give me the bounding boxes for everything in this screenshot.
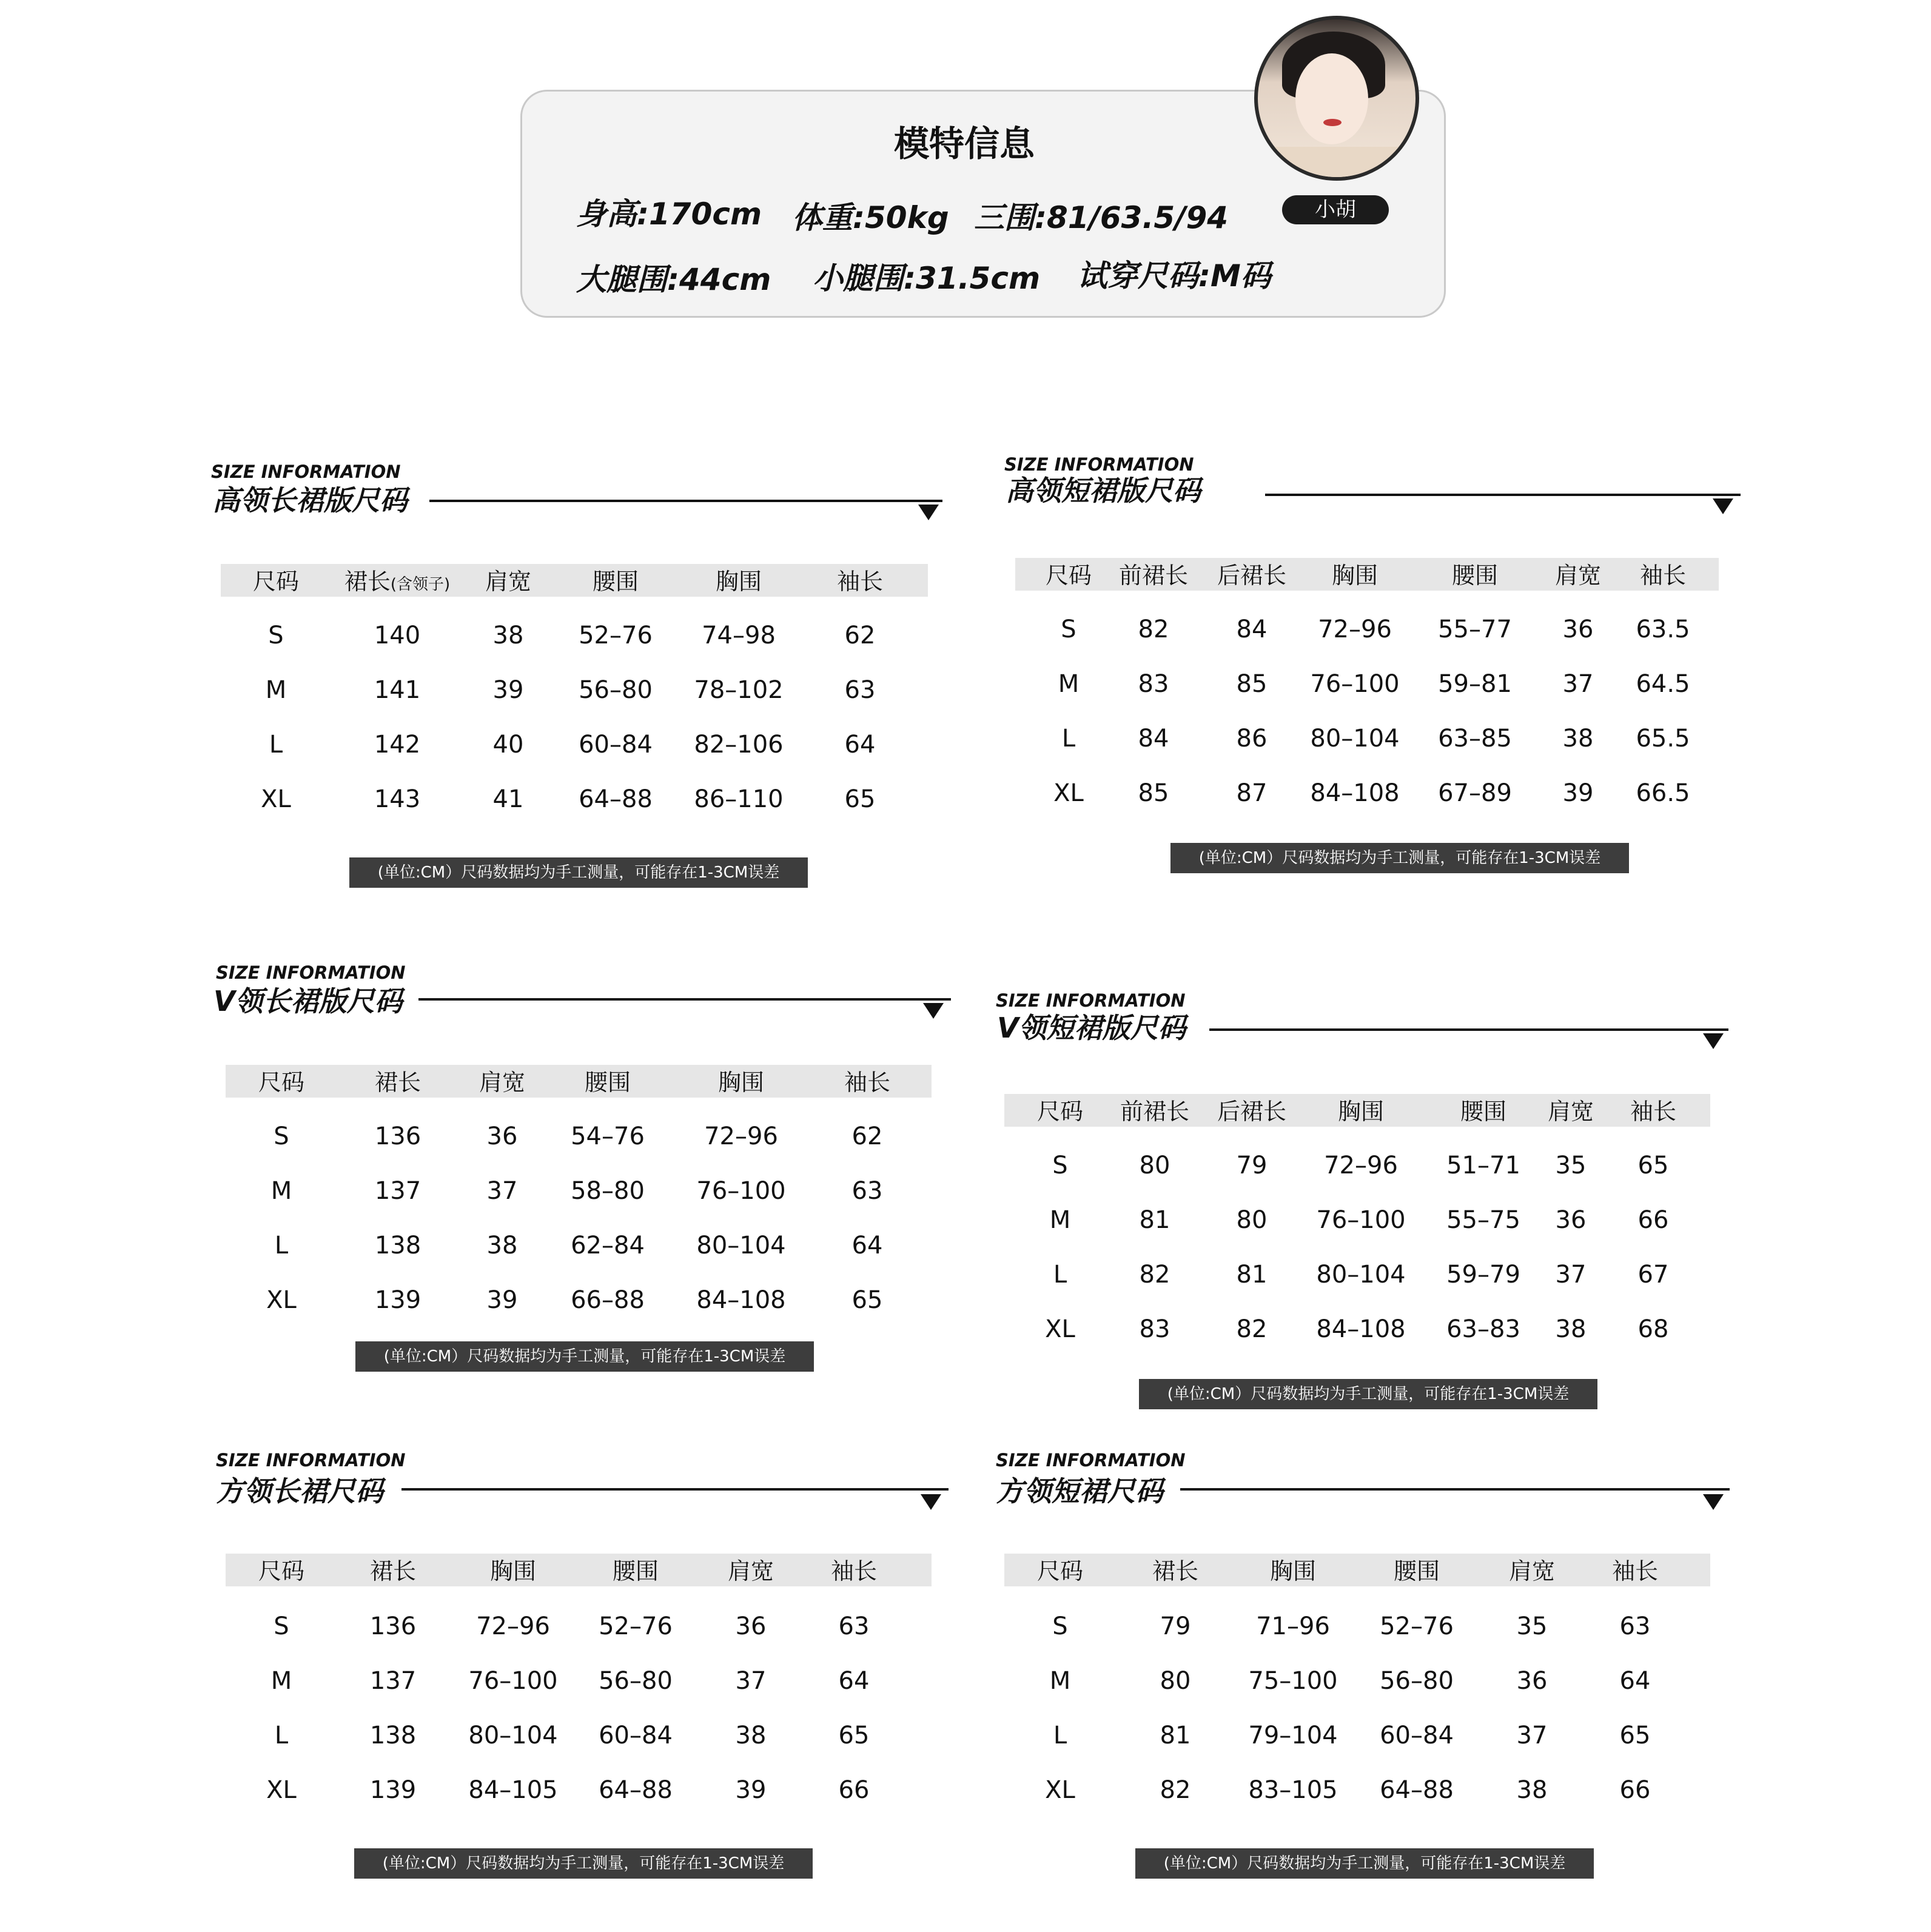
column-header: 后裙长 — [1217, 1098, 1287, 1125]
column-header: 袖长 — [1630, 1098, 1677, 1125]
table-cell: 37 — [1562, 670, 1594, 698]
table-cell: S — [274, 1612, 289, 1640]
column-header: 裙长 — [369, 1558, 417, 1585]
table-cell: 67 — [1637, 1261, 1669, 1289]
table-cell: 81 — [1160, 1722, 1191, 1749]
model-name-badge: 小胡 — [1282, 195, 1389, 224]
triangle-down-icon — [1703, 1033, 1724, 1049]
table-cell: 139 — [374, 1286, 421, 1314]
measurement-note: (单位:CM）尺码数据均为手工测量，可能存在1-3CM误差 — [355, 1341, 814, 1372]
model-weight: 体重:50kg — [792, 200, 949, 235]
column-header: 肩宽 — [1547, 1098, 1594, 1125]
table-cell: 136 — [374, 1122, 421, 1150]
column-header: 肩宽 — [1508, 1558, 1556, 1585]
model-avatar — [1254, 16, 1419, 181]
table-cell: 84–105 — [468, 1776, 558, 1804]
table-cell: 39 — [1562, 779, 1594, 807]
table-cell: XL — [1045, 1315, 1075, 1343]
table-cell: 83 — [1138, 670, 1169, 698]
table-cell: 62 — [844, 622, 876, 649]
table-header-band — [226, 1554, 932, 1586]
table-cell: XL — [1045, 1776, 1075, 1804]
measurement-note: (单位:CM）尺码数据均为手工测量，可能存在1-3CM误差 — [1170, 843, 1629, 873]
table-cell: 56–80 — [599, 1667, 673, 1695]
table-cell: 80–104 — [1310, 725, 1400, 753]
table-cell: 84–108 — [1310, 779, 1400, 807]
column-header: 裙长 — [374, 1069, 421, 1096]
column-header-note: (含领子) — [390, 575, 451, 594]
table-cell: L — [1053, 1722, 1067, 1749]
table-cell: 72–96 — [704, 1122, 778, 1150]
section-label-en: SIZE INFORMATION — [1004, 454, 1194, 475]
table-cell: 62–84 — [571, 1232, 645, 1259]
table-cell: 82 — [1160, 1776, 1191, 1804]
table-cell: 59–79 — [1446, 1261, 1520, 1289]
table-cell: 63 — [851, 1177, 883, 1205]
table-cell: 64–88 — [1380, 1776, 1454, 1804]
table-cell: 76–100 — [468, 1667, 558, 1695]
measurement-note: (单位:CM）尺码数据均为手工测量，可能存在1-3CM误差 — [1135, 1848, 1594, 1879]
column-header: 胸围 — [1269, 1558, 1317, 1585]
table-cell: S — [1052, 1612, 1068, 1640]
section-label-en: SIZE INFORMATION — [996, 990, 1186, 1011]
table-cell: M — [265, 676, 287, 704]
table-cell: 138 — [369, 1722, 417, 1749]
table-cell: 79–104 — [1248, 1722, 1338, 1749]
table-cell: 64 — [851, 1232, 883, 1259]
table-cell: 66 — [838, 1776, 870, 1804]
table-cell: 82 — [1138, 615, 1169, 643]
section-label-en: SIZE INFORMATION — [216, 962, 406, 983]
column-header: 肩宽 — [1554, 562, 1602, 589]
column-header: 尺码 — [252, 568, 300, 595]
triangle-down-icon — [1703, 1494, 1724, 1510]
table-cell: 38 — [492, 622, 524, 649]
column-header: 袖长 — [836, 568, 884, 595]
column-header: 尺码 — [258, 1069, 305, 1096]
table-cell: L — [269, 731, 283, 759]
table-cell: 36 — [1555, 1206, 1587, 1234]
model-height: 身高:170cm — [576, 196, 762, 232]
column-header: 肩宽 — [727, 1558, 774, 1585]
table-cell: 140 — [374, 622, 421, 649]
column-header: 腰围 — [1460, 1098, 1507, 1125]
table-cell: 66–88 — [571, 1286, 645, 1314]
section-title: 高领长裙版尺码 — [212, 484, 408, 517]
table-cell: 67–89 — [1438, 779, 1512, 807]
table-cell: 136 — [369, 1612, 417, 1640]
table-cell: 79 — [1160, 1612, 1191, 1640]
column-header: 后裙长 — [1217, 562, 1287, 589]
table-cell: 84–108 — [696, 1286, 786, 1314]
table-cell: 74–98 — [702, 622, 776, 649]
measurement-note: (单位:CM）尺码数据均为手工测量，可能存在1-3CM误差 — [1139, 1379, 1597, 1409]
table-cell: 142 — [374, 731, 421, 759]
table-cell: 66 — [1637, 1206, 1669, 1234]
table-cell: 39 — [486, 1286, 518, 1314]
table-cell: 85 — [1236, 670, 1268, 698]
table-cell: 80 — [1160, 1667, 1191, 1695]
table-cell: 84 — [1138, 725, 1169, 753]
table-cell: 38 — [735, 1722, 767, 1749]
table-cell: 85 — [1138, 779, 1169, 807]
table-cell: 81 — [1139, 1206, 1170, 1234]
table-header-band — [226, 1065, 932, 1098]
table-cell: L — [1061, 725, 1076, 753]
section-title: 方领短裙尺码 — [996, 1475, 1163, 1508]
table-cell: 64–88 — [579, 785, 653, 813]
table-cell: 138 — [374, 1232, 421, 1259]
table-cell: 64 — [838, 1667, 870, 1695]
table-cell: 87 — [1236, 779, 1268, 807]
table-cell: 78–102 — [694, 676, 784, 704]
column-header: 腰围 — [1393, 1558, 1440, 1585]
table-cell: 65 — [1619, 1722, 1651, 1749]
table-cell: 65.5 — [1636, 725, 1690, 753]
table-cell: 39 — [735, 1776, 767, 1804]
table-cell: 71–96 — [1256, 1612, 1330, 1640]
table-cell: 52–76 — [1380, 1612, 1454, 1640]
table-cell: 63 — [1619, 1612, 1651, 1640]
table-cell: M — [270, 1667, 292, 1695]
table-cell: 58–80 — [571, 1177, 645, 1205]
table-cell: 63–85 — [1438, 725, 1512, 753]
table-cell: S — [1052, 1152, 1068, 1179]
table-cell: 60–84 — [579, 731, 653, 759]
table-cell: 56–80 — [579, 676, 653, 704]
table-cell: 64–88 — [599, 1776, 673, 1804]
table-cell: 63 — [844, 676, 876, 704]
section-label-en: SIZE INFORMATION — [211, 461, 401, 482]
table-cell: 75–100 — [1248, 1667, 1338, 1695]
table-cell: XL — [266, 1286, 297, 1314]
table-cell: XL — [266, 1776, 297, 1804]
column-header: 尺码 — [1045, 562, 1092, 589]
column-header: 肩宽 — [485, 568, 532, 595]
table-cell: 72–96 — [476, 1612, 550, 1640]
model-calf: 小腿围:31.5cm — [813, 261, 1041, 296]
table-cell: 38 — [1555, 1315, 1587, 1343]
table-cell: 65 — [851, 1286, 883, 1314]
column-header: 尺码 — [258, 1558, 305, 1585]
triangle-down-icon — [923, 1003, 944, 1019]
table-cell: 63.5 — [1636, 615, 1690, 643]
column-header: 胸围 — [717, 1069, 765, 1096]
table-cell: 59–81 — [1438, 670, 1512, 698]
table-cell: 66.5 — [1636, 779, 1690, 807]
table-cell: 39 — [492, 676, 524, 704]
column-header: 袖长 — [1639, 562, 1687, 589]
table-cell: 51–71 — [1446, 1152, 1520, 1179]
triangle-down-icon — [921, 1494, 941, 1510]
column-header: 胸围 — [489, 1558, 537, 1585]
column-header: 尺码 — [1036, 1098, 1084, 1125]
table-cell: 36 — [486, 1122, 518, 1150]
table-cell: L — [274, 1232, 289, 1259]
column-header: 胸围 — [1337, 1098, 1385, 1125]
table-cell: 83–105 — [1248, 1776, 1338, 1804]
table-cell: 55–77 — [1438, 615, 1512, 643]
table-cell: 66 — [1619, 1776, 1651, 1804]
table-cell: L — [274, 1722, 289, 1749]
column-header: 胸围 — [715, 568, 762, 595]
column-header: 肩宽 — [479, 1069, 526, 1096]
table-cell: 81 — [1236, 1261, 1268, 1289]
table-cell: 60–84 — [1380, 1722, 1454, 1749]
table-cell: 84–108 — [1316, 1315, 1406, 1343]
table-cell: 79 — [1236, 1152, 1268, 1179]
column-header: 尺码 — [1036, 1558, 1084, 1585]
section-divider — [1180, 1488, 1730, 1491]
table-cell: 63–83 — [1446, 1315, 1520, 1343]
table-cell: 36 — [735, 1612, 767, 1640]
table-cell: 65 — [1637, 1152, 1669, 1179]
table-cell: 52–76 — [599, 1612, 673, 1640]
column-header: 前裙长 — [1120, 1098, 1190, 1125]
section-divider — [429, 500, 942, 502]
table-cell: 83 — [1139, 1315, 1170, 1343]
table-cell: 62 — [851, 1122, 883, 1150]
table-cell: 82 — [1236, 1315, 1268, 1343]
table-cell: 64 — [844, 731, 876, 759]
section-divider — [1209, 1028, 1728, 1031]
table-cell: 41 — [492, 785, 524, 813]
model-trial-size: 试穿尺码:M码 — [1077, 258, 1271, 293]
table-cell: XL — [261, 785, 291, 813]
table-cell: 139 — [369, 1776, 417, 1804]
table-cell: 64 — [1619, 1667, 1651, 1695]
column-header: 袖长 — [844, 1069, 891, 1096]
section-divider — [418, 998, 951, 1001]
table-cell: 80 — [1236, 1206, 1268, 1234]
table-cell: XL — [1053, 779, 1084, 807]
table-cell: 60–84 — [599, 1722, 673, 1749]
table-cell: 55–75 — [1446, 1206, 1520, 1234]
table-cell: 56–80 — [1380, 1667, 1454, 1695]
table-cell: 80–104 — [1316, 1261, 1406, 1289]
table-cell: 65 — [838, 1722, 870, 1749]
table-cell: 38 — [1562, 725, 1594, 753]
table-cell: 86–110 — [694, 785, 784, 813]
section-divider — [1265, 494, 1741, 496]
table-cell: 143 — [374, 785, 421, 813]
section-title: 方领长裙尺码 — [216, 1475, 383, 1508]
section-label-en: SIZE INFORMATION — [216, 1450, 406, 1471]
table-cell: 82–106 — [694, 731, 784, 759]
section-title: 高领短裙版尺码 — [1006, 474, 1201, 507]
table-cell: M — [270, 1177, 292, 1205]
table-cell: 38 — [1516, 1776, 1548, 1804]
triangle-down-icon — [1713, 498, 1733, 514]
table-cell: 37 — [735, 1667, 767, 1695]
table-cell: 38 — [486, 1232, 518, 1259]
table-cell: 84 — [1236, 615, 1268, 643]
table-cell: 86 — [1236, 725, 1268, 753]
column-header: 腰围 — [1451, 562, 1499, 589]
table-cell: 36 — [1562, 615, 1594, 643]
table-cell: L — [1053, 1261, 1067, 1289]
table-cell: 37 — [1516, 1722, 1548, 1749]
table-cell: 35 — [1516, 1612, 1548, 1640]
table-cell: M — [1049, 1667, 1071, 1695]
table-header-band — [1004, 1554, 1710, 1586]
measurement-note: (单位:CM）尺码数据均为手工测量，可能存在1-3CM误差 — [349, 857, 808, 888]
table-cell: 36 — [1516, 1667, 1548, 1695]
section-label-en: SIZE INFORMATION — [996, 1450, 1186, 1471]
measurement-note: (单位:CM）尺码数据均为手工测量，可能存在1-3CM误差 — [354, 1848, 813, 1879]
table-cell: 76–100 — [696, 1177, 786, 1205]
column-header: 袖长 — [1611, 1558, 1659, 1585]
table-cell: 80–104 — [468, 1722, 558, 1749]
table-cell: 137 — [374, 1177, 421, 1205]
table-cell: 80 — [1139, 1152, 1170, 1179]
model-measurements: 三围:81/63.5/94 — [974, 200, 1229, 235]
table-cell: 64.5 — [1636, 670, 1690, 698]
model-info-title: 模特信息 — [893, 123, 1035, 164]
section-title: V领短裙版尺码 — [997, 1011, 1186, 1044]
column-header: 腰围 — [584, 1069, 631, 1096]
column-header: 裙长(含领子) — [344, 568, 451, 595]
table-cell: 76–100 — [1316, 1206, 1406, 1234]
table-cell: M — [1049, 1206, 1071, 1234]
table-cell: 76–100 — [1310, 670, 1400, 698]
column-header: 裙长 — [1152, 1558, 1199, 1585]
model-thigh: 大腿围:44cm — [576, 262, 771, 297]
section-divider — [401, 1488, 949, 1491]
table-cell: 37 — [486, 1177, 518, 1205]
table-cell: 37 — [1555, 1261, 1587, 1289]
table-cell: 68 — [1637, 1315, 1669, 1343]
column-header: 腰围 — [592, 568, 639, 595]
column-header: 胸围 — [1331, 562, 1379, 589]
table-cell: 35 — [1555, 1152, 1587, 1179]
column-header: 腰围 — [612, 1558, 659, 1585]
table-cell: S — [1061, 615, 1076, 643]
table-cell: 40 — [492, 731, 524, 759]
table-cell: 72–96 — [1318, 615, 1392, 643]
table-cell: S — [268, 622, 284, 649]
table-cell: 80–104 — [696, 1232, 786, 1259]
table-cell: S — [274, 1122, 289, 1150]
table-cell: 65 — [844, 785, 876, 813]
section-title: V领长裙版尺码 — [213, 985, 403, 1018]
column-header: 前裙长 — [1118, 562, 1189, 589]
triangle-down-icon — [918, 505, 939, 520]
table-cell: M — [1058, 670, 1080, 698]
table-cell: 63 — [838, 1612, 870, 1640]
table-cell: 72–96 — [1324, 1152, 1398, 1179]
table-cell: 137 — [369, 1667, 417, 1695]
table-cell: 141 — [374, 676, 421, 704]
column-header: 袖长 — [830, 1558, 878, 1585]
table-cell: 54–76 — [571, 1122, 645, 1150]
table-cell: 52–76 — [579, 622, 653, 649]
table-header-band — [221, 564, 928, 597]
table-cell: 82 — [1139, 1261, 1170, 1289]
